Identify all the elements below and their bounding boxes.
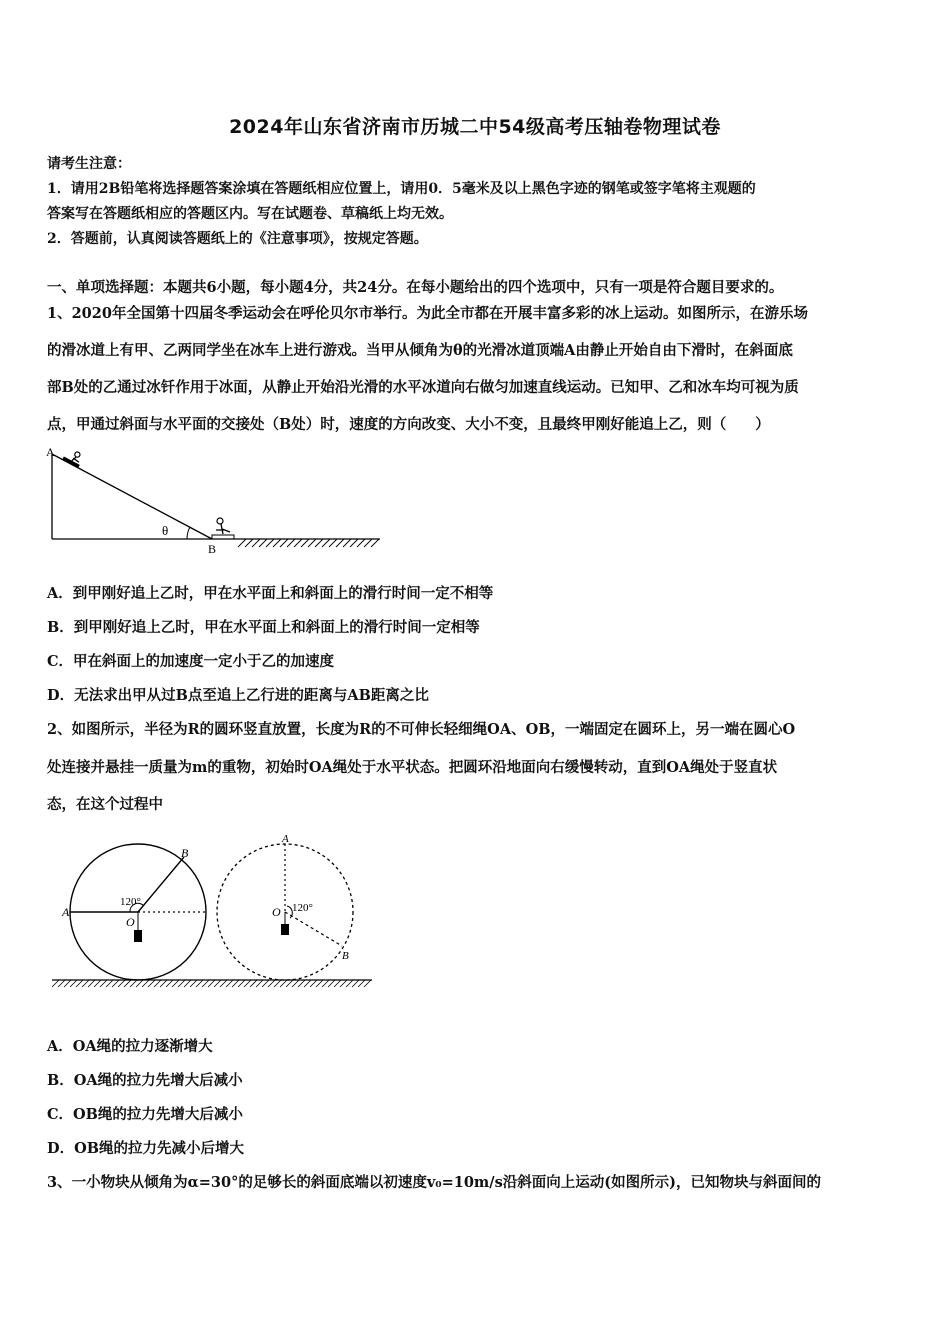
label-a: A xyxy=(46,445,55,459)
q2-option-d: D．OB绳的拉力先减小后增大 xyxy=(47,1140,244,1157)
notice-item-1-line-2: 答案写在答题纸相应的答题区内。写在试题卷、草稿纸上均无效。 xyxy=(47,206,453,222)
page-title: 2024年山东省济南市历城二中54级高考压轴卷物理试卷 xyxy=(229,116,721,138)
weight-right xyxy=(281,924,289,935)
sled-a-icon xyxy=(62,447,84,467)
q1-incline-figure xyxy=(40,440,390,560)
left-label-b: B xyxy=(181,846,189,860)
q2-option-c: C．OB绳的拉力先增大后减小 xyxy=(47,1106,243,1123)
q1-line-3: 部B处的乙通过冰钎作用于冰面，从静止开始沿光滑的水平冰道向右做匀加速直线运动。已知甲、乙和冰车均可视为质 xyxy=(47,379,799,396)
label-theta: θ xyxy=(162,523,169,538)
right-angle-label: 120° xyxy=(292,902,313,914)
q1-option-a: A．到甲刚好追上乙时，甲在水平面上和斜面上的滑行时间一定不相等 xyxy=(47,585,494,602)
q2-line-1: 2、如图所示，半径为R的圆环竖直放置，长度为R的不可伸长轻细绳OA、OB，一端固定在圆环上，另一端在圆心O xyxy=(47,721,796,738)
weight-left xyxy=(134,930,142,942)
right-label-b: B xyxy=(342,950,349,962)
label-b: B xyxy=(208,542,217,556)
q2-line-3: 态，在这个过程中 xyxy=(47,796,163,813)
right-label-a: A xyxy=(282,833,289,845)
q1-option-d: D．无法求出甲从过B点至追上乙行进的距离与AB距离之比 xyxy=(47,687,429,704)
sled-b-icon xyxy=(212,518,234,539)
q2-line-2: 处连接并悬挂一质量为m的重物，初始时OA绳处于水平状态。把圆环沿地面向右缓慢转动，直到OA绳处于竖直状 xyxy=(47,759,778,776)
q1-option-b: B．到甲刚好追上乙时，甲在水平面上和斜面上的滑行时间一定相等 xyxy=(47,619,480,636)
q2-option-a: A．OA绳的拉力逐渐增大 xyxy=(47,1038,213,1055)
right-label-o: O xyxy=(272,905,281,919)
notice-item-1-line-1: 1．请用2B铅笔将选择题答案涂填在答题纸相应位置上，请用0．5毫米及以上黑色字迹的钢笔或签字笔将主观题的 xyxy=(47,181,756,197)
q3-line-1: 3、一小物块从倾角为α=30°的足够长的斜面底端以初速度v₀=10m/s沿斜面向上运动(如图所示)，已知物块与斜面间的 xyxy=(47,1174,821,1191)
q2-ring-figure xyxy=(40,826,380,996)
ring-ground-hatching xyxy=(52,980,371,987)
q1-line-4: 点，甲通过斜面与水平面的交接处（B处）时，速度的方向改变、大小不变，且最终甲刚好能追上乙，则（ ） xyxy=(47,416,770,433)
q1-option-c: C．甲在斜面上的加速度一定小于乙的加速度 xyxy=(47,653,335,670)
q1-line-1: 1、2020年全国第十四届冬季运动会在呼伦贝尔市举行。为此全市都在开展丰富多彩的冰上运动。如图所示，在游乐场 xyxy=(47,305,808,322)
ground-hatching xyxy=(238,539,379,547)
notice-heading: 请考生注意： xyxy=(47,156,131,172)
q1-line-2: 的滑冰道上有甲、乙两同学坐在冰车上进行游戏。当甲从倾角为θ的光滑冰道顶端A由静止开始自由下滑时，在斜面底 xyxy=(47,342,793,359)
left-label-o: O xyxy=(126,915,135,929)
notice-item-2: 2．答题前，认真阅读答题纸上的《注意事项》，按规定答题。 xyxy=(47,231,428,247)
q2-option-b: B．OA绳的拉力先增大后减小 xyxy=(47,1072,243,1089)
left-label-a: A xyxy=(62,905,70,919)
section-1-heading: 一、单项选择题：本题共6小题，每小题4分，共24分。在每小题给出的四个选项中，只有一项是符合题目要求的。 xyxy=(47,279,784,296)
left-angle-label: 120° xyxy=(120,896,141,908)
